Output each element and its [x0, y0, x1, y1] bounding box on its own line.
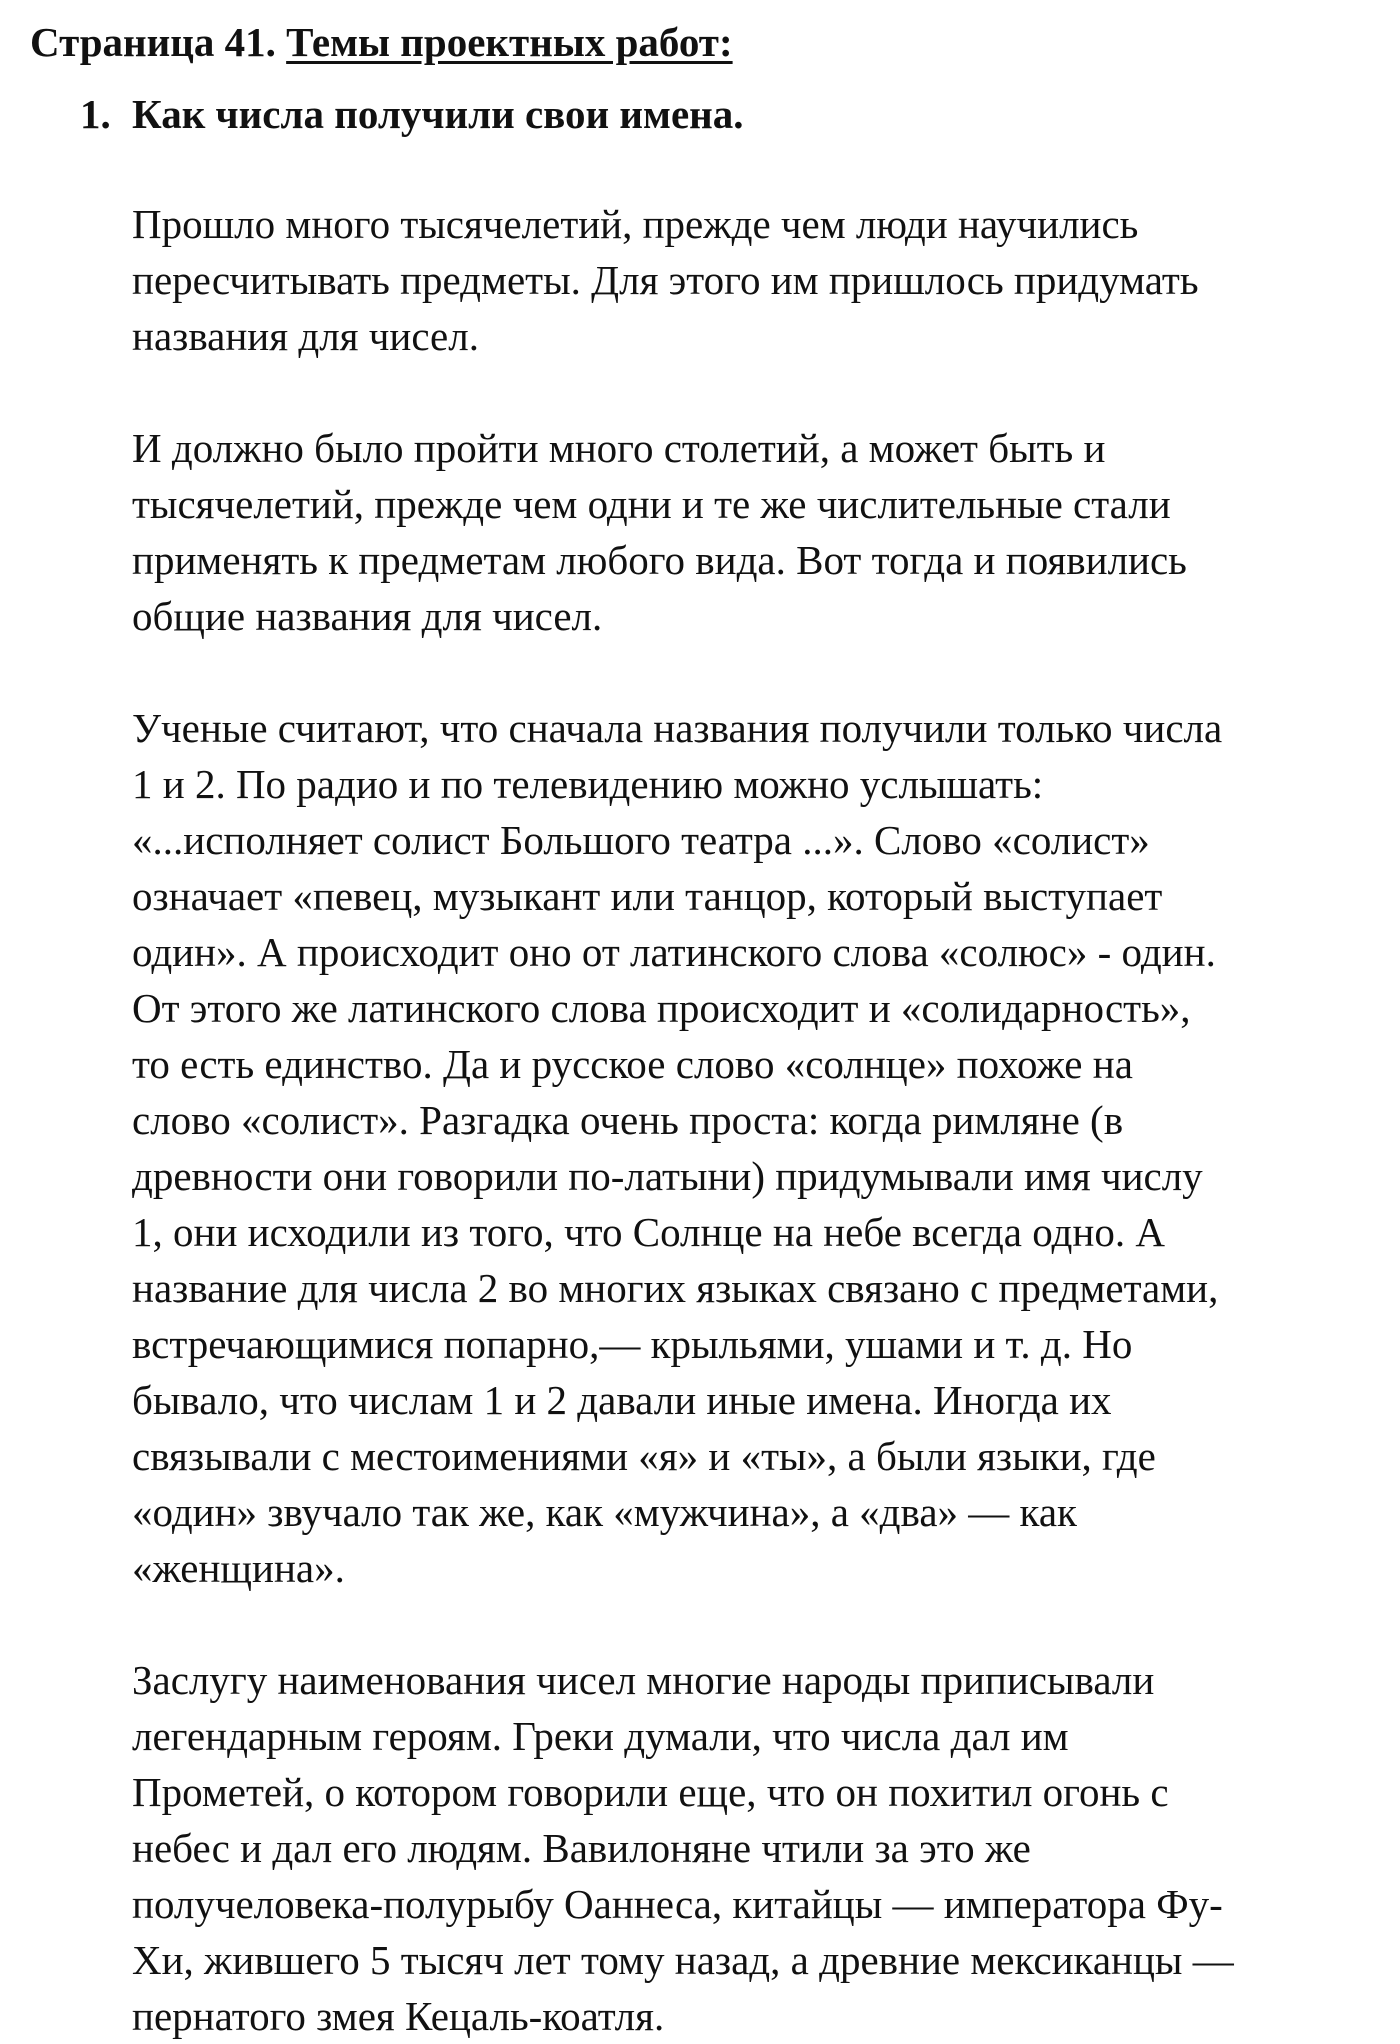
- text-line: встречающимися попарно,— крыльями, ушами и т. д. Но: [132, 1321, 1133, 1367]
- paragraph: [132, 700, 1382, 1596]
- text-line: получеловека-полурыбу Оаннеса, китайцы — императора Фу-: [132, 1881, 1223, 1927]
- text-line: связывали с местоимениями «я» и «ты», а были языки, где: [132, 1433, 1156, 1479]
- text-line: Хи, жившего 5 тысяч лет тому назад, а древние мексиканцы —: [132, 1937, 1234, 1983]
- text-line: Прошло много тысячелетий, прежде чем люди научились: [132, 201, 1139, 247]
- text-line: Прометей, о котором говорили еще, что он похитил огонь с: [132, 1769, 1169, 1815]
- text-line: Заслугу наименования чисел многие народы приписывали: [132, 1657, 1155, 1703]
- paragraph: [132, 420, 1382, 644]
- text-line: От этого же латинского слова происходит и «солидарность»,: [132, 985, 1191, 1031]
- item-number: 1.: [80, 91, 111, 137]
- page-label: Страница 41.: [30, 19, 276, 65]
- text-line: 1, они исходили из того, что Солнце на небе всегда одно. А: [132, 1209, 1165, 1255]
- text-line: слово «солист». Разгадка очень проста: когда римляне (в: [132, 1097, 1124, 1143]
- text-line: общие названия для чисел.: [132, 593, 603, 639]
- text-line: бывало, что числам 1 и 2 давали иные имена. Иногда их: [132, 1377, 1112, 1423]
- text-line: «женщина».: [132, 1545, 345, 1591]
- document-body: [132, 196, 1382, 2044]
- text-line: один». А происходит оно от латинского слова «солюс» - один.: [132, 929, 1216, 975]
- paragraph-gap: [132, 644, 1382, 700]
- item-heading: [80, 86, 744, 142]
- text-line: Ученые считают, что сначала названия получили только числа: [132, 705, 1223, 751]
- paragraph: [132, 1652, 1382, 2044]
- item-title: Как числа получили свои имена.: [132, 91, 744, 137]
- text-line: небес и дал его людям. Вавилоняне чтили за это же: [132, 1825, 1031, 1871]
- text-line: пернатого змея Кецаль-коатля.: [132, 1993, 665, 2039]
- text-line: означает «певец, музыкант или танцор, который выступает: [132, 873, 1163, 919]
- text-line: легендарным героям. Греки думали, что числа дал им: [132, 1713, 1069, 1759]
- text-line: применять к предметам любого вида. Вот тогда и появились: [132, 537, 1187, 583]
- paragraph: [132, 196, 1382, 364]
- text-line: «один» звучало так же, как «мужчина», а «два» — как: [132, 1489, 1077, 1535]
- text-line: названия для чисел.: [132, 313, 479, 359]
- text-line: название для числа 2 во многих языках связано с предметами,: [132, 1265, 1219, 1311]
- topic-title: Темы проектных работ:: [286, 19, 733, 65]
- text-line: 1 и 2. По радио и по телевидению можно услышать:: [132, 761, 1044, 807]
- text-line: то есть единство. Да и русское слово «солнце» похоже на: [132, 1041, 1133, 1087]
- text-line: древности они говорили по-латыни) придумывали имя числу: [132, 1153, 1203, 1199]
- text-line: И должно было пройти много столетий, а может быть и: [132, 425, 1106, 471]
- text-line: тысячелетий, прежде чем одни и те же числительные стали: [132, 481, 1171, 527]
- text-line: пересчитывать предметы. Для этого им пришлось придумать: [132, 257, 1199, 303]
- text-line: «...исполняет солист Большого театра ...». Слово «солист»: [132, 817, 1150, 863]
- page-header: [30, 14, 733, 70]
- paragraph-gap: [132, 1596, 1382, 1652]
- paragraph-gap: [132, 364, 1382, 420]
